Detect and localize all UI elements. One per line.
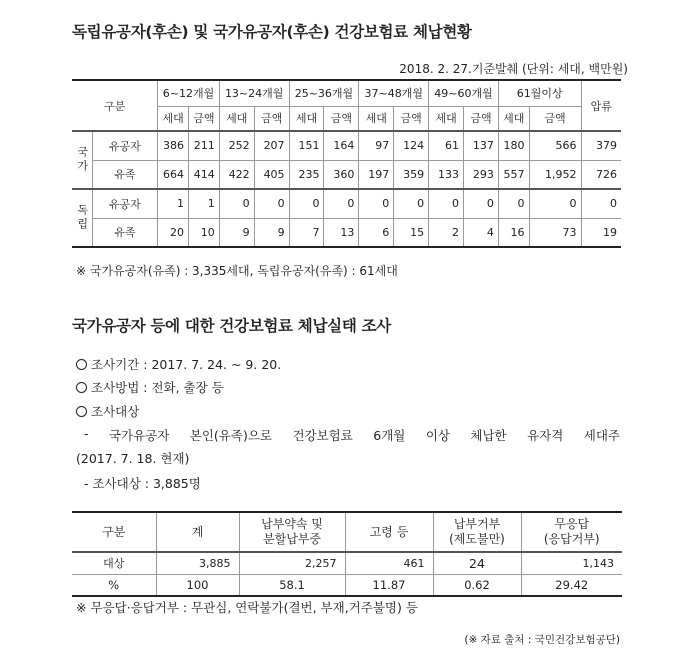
word: 국가유공자 xyxy=(108,428,170,443)
table-cell: 405 xyxy=(254,160,289,189)
table-cell: 0 xyxy=(581,189,621,218)
table-cell: 211 xyxy=(189,131,220,160)
table-cell: 29.42 xyxy=(521,574,622,596)
table-row xyxy=(72,218,621,247)
as-of-date: (2017. 7. 18. 현재) xyxy=(76,451,190,466)
table-cell: 0 xyxy=(359,189,394,218)
col-header: 고령 등 xyxy=(345,512,433,552)
table-cell: 0 xyxy=(529,189,581,218)
table-cell: 207 xyxy=(254,131,289,160)
table-cell: 0 xyxy=(464,189,499,218)
table-cell: 1 xyxy=(158,189,189,218)
table-cell: 133 xyxy=(429,160,464,189)
table-cell: 97 xyxy=(359,131,394,160)
row-label: 유공자 xyxy=(92,131,158,160)
table-cell: 124 xyxy=(394,131,429,160)
survey-title: 국가유공자 등에 대한 건강보험료 체납실태 조사 xyxy=(72,317,391,335)
no-response-note: ※ 무응답·응답거부 : 무관심, 연락불가(결번, 부재,거주불명) 등 xyxy=(76,600,418,615)
table-cell: 2 xyxy=(429,218,464,247)
table-cell: 359 xyxy=(394,160,429,189)
table-cell: 1,952 xyxy=(529,160,581,189)
col-header: 납부거부 (제도불만) xyxy=(433,512,521,552)
circle-bullet-icon xyxy=(76,359,87,370)
period-header: 25~36개월 xyxy=(289,80,359,106)
sub-header: 금액 xyxy=(189,106,220,131)
table-cell: 0 xyxy=(394,189,429,218)
seizure-header: 압류 xyxy=(581,80,621,131)
sub-header: 금액 xyxy=(254,106,289,131)
table-cell: 0 xyxy=(429,189,464,218)
sub-header: 금액 xyxy=(324,106,359,131)
table-cell: 461 xyxy=(345,552,433,574)
word: 세대주 xyxy=(583,428,620,443)
row-label: % xyxy=(72,574,156,596)
word: 체납한 xyxy=(470,428,507,443)
col-group-header: 구분 xyxy=(72,80,158,131)
arrears-status-table xyxy=(72,79,621,248)
table-cell: 16 xyxy=(498,218,529,247)
word: 본인(유족)으로 xyxy=(189,428,272,443)
table-cell: 0 xyxy=(289,189,324,218)
survey-target-text: 조사대상 xyxy=(91,404,140,419)
survey-method-item xyxy=(76,378,224,396)
row-label: 유공자 xyxy=(92,189,158,218)
col-header: 계 xyxy=(156,512,239,552)
sub-header: 세대 xyxy=(158,106,189,131)
table-cell: 252 xyxy=(219,131,254,160)
sub-header: 세대 xyxy=(498,106,529,131)
table-cell: 7 xyxy=(289,218,324,247)
sub-header: 세대 xyxy=(359,106,394,131)
table-cell: 557 xyxy=(498,160,529,189)
table-cell: 0.62 xyxy=(433,574,521,596)
table-cell: 164 xyxy=(324,131,359,160)
target-description xyxy=(84,426,620,444)
table-cell: 379 xyxy=(581,131,621,160)
col-header: 납부약속 및 분할납부중 xyxy=(239,512,345,552)
circle-bullet-icon xyxy=(76,382,87,393)
table-cell: 9 xyxy=(254,218,289,247)
household-count-note: ※ 국가유공자(유족) : 3,335세대, 독립유공자(유족) : 61세대 xyxy=(76,264,398,278)
sub-header: 세대 xyxy=(219,106,254,131)
table-cell: 0 xyxy=(219,189,254,218)
table-cell: 24 xyxy=(433,552,521,574)
sub-header: 금액 xyxy=(464,106,499,131)
table-cell: 2,257 xyxy=(239,552,345,574)
table-cell: 566 xyxy=(529,131,581,160)
table-row xyxy=(72,131,621,160)
table-cell: 6 xyxy=(359,218,394,247)
word: 건강보험료 xyxy=(292,428,353,443)
survey-method-text: 조사방법 : 전화, 출장 등 xyxy=(91,380,224,395)
table-row xyxy=(72,189,621,218)
table-cell: 20 xyxy=(158,218,189,247)
group-label: 국가 xyxy=(72,131,92,189)
table-cell: 180 xyxy=(498,131,529,160)
period-header: 37~48개월 xyxy=(359,80,429,106)
table-cell: 58.1 xyxy=(239,574,345,596)
survey-period-text: 조사기간 : 2017. 7. 24. ~ 9. 20. xyxy=(91,357,282,372)
table-cell: 13 xyxy=(324,218,359,247)
status-title: 독립유공자(후손) 및 국가유공자(후손) 건강보험료 체납현황 xyxy=(72,23,472,41)
word: 유자격 xyxy=(527,428,564,443)
survey-count: - 조사대상 : 3,885명 xyxy=(84,476,201,491)
table-cell: 0 xyxy=(324,189,359,218)
table-row xyxy=(72,552,622,574)
table-cell: 9 xyxy=(219,218,254,247)
survey-target-item xyxy=(76,402,139,420)
row-label: 유족 xyxy=(92,218,158,247)
date-unit-note: 2018. 2. 27.기준발췌 (단위: 세대, 백만원) xyxy=(399,62,628,76)
table-cell: 137 xyxy=(464,131,499,160)
table-cell: 73 xyxy=(529,218,581,247)
table-cell: 726 xyxy=(581,160,621,189)
table-cell: 11.87 xyxy=(345,574,433,596)
col-header: 구분 xyxy=(72,512,156,552)
table-cell: 15 xyxy=(394,218,429,247)
table-cell: 3,885 xyxy=(156,552,239,574)
circle-bullet-icon xyxy=(76,406,87,417)
row-label: 대상 xyxy=(72,552,156,574)
table-cell: 151 xyxy=(289,131,324,160)
col-header: 무응답 (응답거부) xyxy=(521,512,622,552)
table-cell: 1,143 xyxy=(521,552,622,574)
table-cell: 19 xyxy=(581,218,621,247)
table-cell: 1 xyxy=(189,189,220,218)
table-cell: 360 xyxy=(324,160,359,189)
table-cell: 0 xyxy=(254,189,289,218)
table-cell: 422 xyxy=(219,160,254,189)
period-header: 49~60개월 xyxy=(429,80,499,106)
sub-header: 세대 xyxy=(429,106,464,131)
table-row xyxy=(72,160,621,189)
table-cell: 10 xyxy=(189,218,220,247)
sub-header: 금액 xyxy=(394,106,429,131)
sub-header: 세대 xyxy=(289,106,324,131)
table-cell: 61 xyxy=(429,131,464,160)
period-header: 6~12개월 xyxy=(158,80,220,106)
table-cell: 0 xyxy=(498,189,529,218)
table-cell: 4 xyxy=(464,218,499,247)
table-cell: 235 xyxy=(289,160,324,189)
word: 이상 xyxy=(425,428,450,443)
survey-period-item xyxy=(76,355,281,373)
table-cell: 293 xyxy=(464,160,499,189)
group-label: 독립 xyxy=(72,189,92,247)
word: - xyxy=(84,426,89,441)
data-source: (※ 자료 출처 : 국민건강보험공단) xyxy=(464,634,620,646)
table-cell: 197 xyxy=(359,160,394,189)
survey-result-table xyxy=(72,511,622,597)
table-row xyxy=(72,574,622,596)
period-header: 61월이상 xyxy=(498,80,581,106)
sub-header: 금액 xyxy=(529,106,581,131)
word: 6개월 xyxy=(373,428,406,443)
row-label: 유족 xyxy=(92,160,158,189)
table-cell: 664 xyxy=(158,160,189,189)
table-cell: 100 xyxy=(156,574,239,596)
table-cell: 414 xyxy=(189,160,220,189)
table-cell: 386 xyxy=(158,131,189,160)
period-header: 13~24개월 xyxy=(219,80,289,106)
